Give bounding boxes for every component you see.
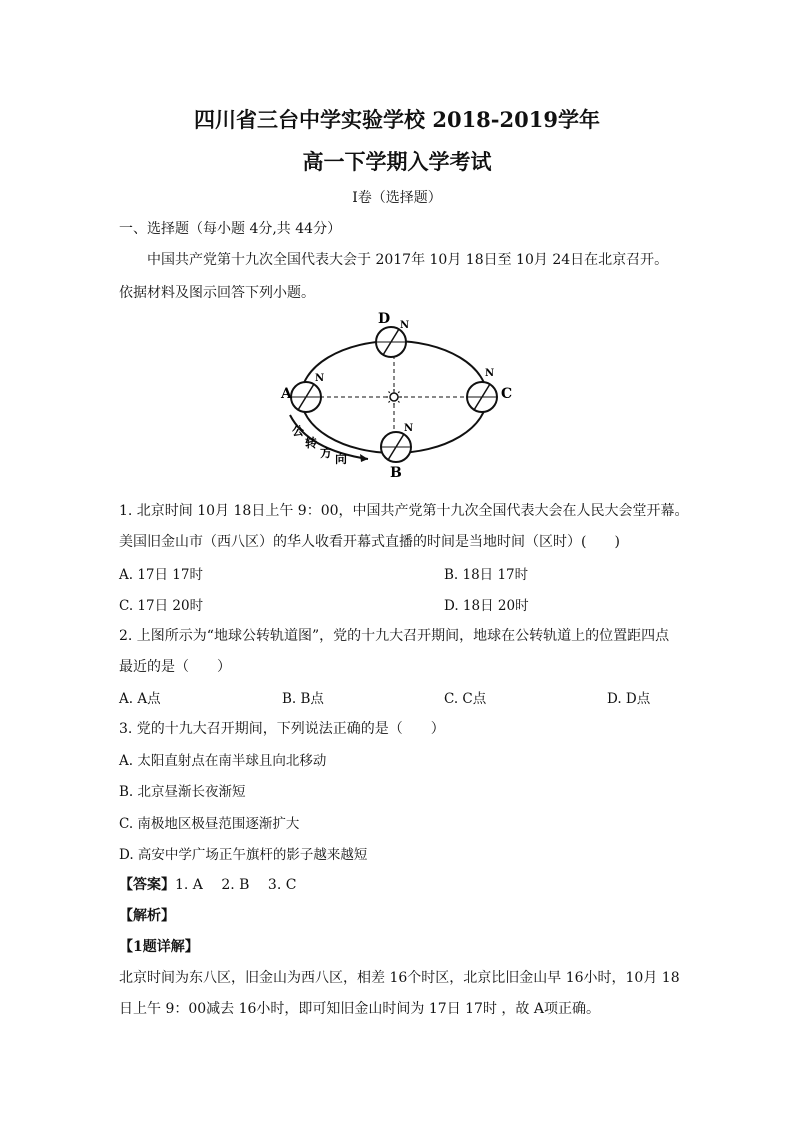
section-heading: 一、选择题（每小题 4分,共 44分）	[119, 221, 342, 237]
question-1-option-c: C. 17日 20时	[119, 598, 204, 614]
question-3-option-c: C. 南极地区极昼范围逐渐扩大	[119, 816, 300, 832]
page-title-line1: 四川省三台中学实验学校 2018-2019学年	[194, 107, 600, 132]
question-2-option-b: B. B点	[282, 691, 324, 707]
earth-position-d-icon	[376, 327, 406, 357]
question-2-option-c: C. C点	[444, 691, 487, 707]
answer-text: 1. A 2. B 3. C	[175, 877, 297, 893]
label-b: B	[390, 465, 402, 480]
earth-position-c-icon	[467, 382, 497, 412]
north-label-c: N	[485, 368, 495, 379]
question-3-option-b: B. 北京昼渐长夜渐短	[119, 784, 246, 800]
earth-orbit-diagram	[270, 305, 530, 480]
question-3-stem: 3. 党的十九大召开期间，下列说法正确的是（ ）	[119, 721, 445, 737]
earth-position-a-icon	[291, 382, 321, 412]
question-2-option-d: D. D点	[607, 691, 651, 707]
analysis-detail-label: 【1题详解】	[119, 939, 199, 955]
direction-char-2: 转	[305, 436, 318, 450]
question-2-stem-line2: 最近的是（ ）	[119, 659, 231, 675]
answer-line	[119, 874, 296, 894]
question-1-option-d: D. 18日 20时	[444, 598, 529, 614]
direction-char-1: 公	[292, 424, 305, 438]
question-2-option-a: A. A点	[119, 691, 161, 707]
direction-char-3: 方	[320, 446, 333, 460]
label-d: D	[378, 311, 391, 327]
page-title-line2: 高一下学期入学考试	[302, 149, 492, 174]
north-label-a: N	[315, 373, 325, 384]
question-1-option-a: A. 17日 17时	[119, 567, 203, 583]
label-c: C	[501, 386, 513, 402]
volume-subtitle: I卷（选择题）	[352, 190, 442, 206]
direction-char-4: 向	[335, 452, 348, 466]
analysis-line1: 北京时间为东八区，旧金山为西八区，相差 16个时区，北京比旧金山早 16小时，10月 18	[119, 970, 680, 986]
question-1-stem-line2: 美国旧金山市（西八区）的华人收看开幕式直播的时间是当地时间（区时）( )	[119, 534, 620, 550]
question-1-stem-line1: 1. 北京时间 10月 18日上午 9：00，中国共产党第十九次全国代表大会在人民大会堂开幕。	[119, 503, 689, 519]
analysis-line2: 日上午 9：00减去 16小时，即可知旧金山时间为 17日 17时 ，故 A项正确。	[119, 1001, 600, 1017]
question-3-option-d: D. 高安中学广场正午旗杆的影子越来越短	[119, 847, 368, 863]
intro-text-line1: 中国共产党第十九次全国代表大会于 2017年 10月 18日至 10月 24日在北京召开。	[147, 252, 669, 268]
north-label-d: N	[400, 320, 410, 331]
north-label-b: N	[404, 423, 414, 434]
label-a: A	[281, 386, 292, 402]
answer-label: 【答案】	[119, 877, 175, 893]
question-1-option-b: B. 18日 17时	[444, 567, 529, 583]
analysis-label: 【解析】	[119, 908, 175, 924]
earth-position-b-icon	[381, 432, 411, 462]
question-3-option-a: A. 太阳直射点在南半球且向北移动	[119, 753, 327, 769]
question-2-stem-line1: 2. 上图所示为“地球公转轨道图”，党的十九大召开期间，地球在公转轨道上的位置距四点	[119, 628, 670, 644]
intro-text-line2: 依据材料及图示回答下列小题。	[119, 285, 315, 301]
